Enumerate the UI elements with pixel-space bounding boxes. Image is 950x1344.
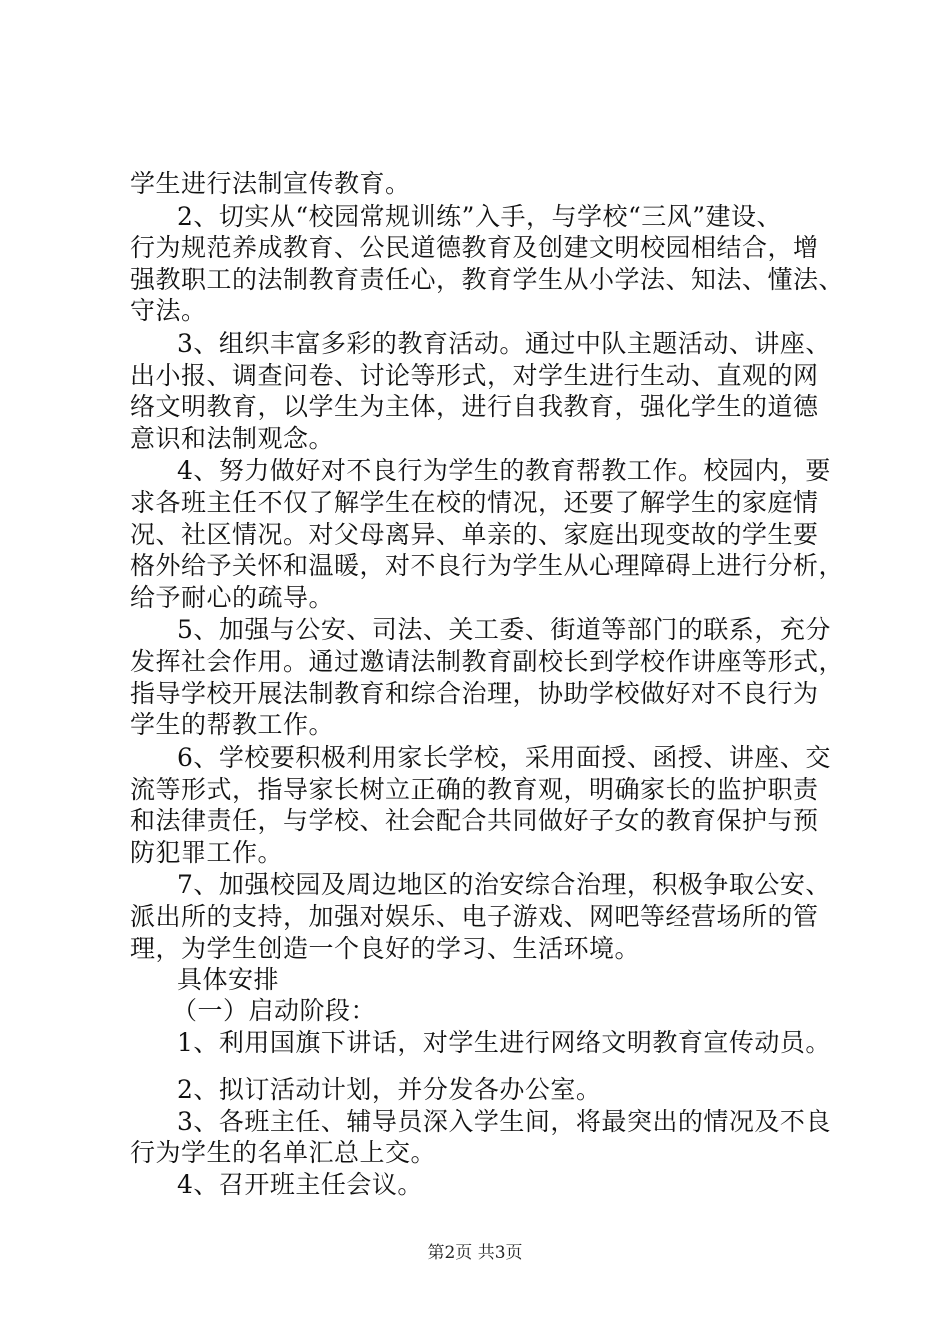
text-line: 格外给予关怀和温暖，对不良行为学生从心理障碍上进行分析， (130, 551, 845, 580)
text-line: 流等形式，指导家长树立正确的教育观，明确家长的监护职责 (130, 775, 819, 804)
text-line: 派出所的支持，加强对娱乐、电子游戏、网吧等经营场所的管 (130, 902, 819, 931)
text-line: 学生进行法制宣传教育。 (130, 169, 411, 198)
text-line: 行为学生的名单汇总上交。 (130, 1138, 437, 1167)
text-line: 7、加强校园及周边地区的治安综合治理，积极争取公安、 (177, 870, 831, 899)
text-line: 求各班主任不仅了解学生在校的情况，还要了解学生的家庭情 (130, 488, 819, 517)
text-line: 意识和法制观念。 (130, 424, 335, 453)
text-line: 给予耐心的疏导。 (130, 583, 335, 612)
page-number-footer: 第2页 共3页 (427, 1243, 523, 1263)
text-line: 守法。 (130, 296, 207, 325)
subsection-heading: （一）启动阶段： (172, 996, 377, 1025)
text-line: 强教职工的法制教育责任心，教育学生从小学法、知法、懂法、 (130, 265, 845, 294)
text-line: 3、组织丰富多彩的教育活动。通过中队主题活动、讲座、 (177, 329, 831, 358)
text-line: 出小报、调查问卷、讨论等形式，对学生进行生动、直观的网 (130, 361, 819, 390)
text-line: 4、召开班主任会议。 (177, 1170, 423, 1199)
text-line: 防犯罪工作。 (130, 838, 284, 867)
text-line: 行为规范养成教育、公民道德教育及创建文明校园相结合，增 (130, 233, 819, 262)
text-line: 学生的帮教工作。 (130, 710, 335, 739)
section-heading: 具体安排 (177, 965, 280, 994)
text-line: 发挥社会作用。通过邀请法制教育副校长到学校作讲座等形式， (130, 647, 845, 676)
text-line: 况、社区情况。对父母离异、单亲的、家庭出现变故的学生要 (130, 520, 819, 549)
text-line: 2、切实从“校园常规训练”入手，与学校“三风”建设、 (177, 202, 783, 231)
text-line: 和法律责任，与学校、社会配合共同做好子女的教育保护与预 (130, 806, 819, 835)
text-line: 4、努力做好对不良行为学生的教育帮教工作。校园内，要 (177, 456, 831, 485)
text-line: 1、利用国旗下讲话，对学生进行网络文明教育宣传动员。 (177, 1028, 831, 1057)
text-line: 指导学校开展法制教育和综合治理，协助学校做好对不良行为 (130, 679, 819, 708)
text-line: 络文明教育，以学生为主体，进行自我教育，强化学生的道德 (130, 392, 819, 421)
text-line: 5、加强与公安、司法、关工委、街道等部门的联系，充分 (177, 615, 831, 644)
text-line: 理，为学生创造一个良好的学习、生活环境。 (130, 934, 641, 963)
text-line: 3、各班主任、辅导员深入学生间，将最突出的情况及不良 (177, 1107, 831, 1136)
text-line: 6、学校要积极利用家长学校，采用面授、函授、讲座、交 (177, 743, 831, 772)
text-line: 2、拟订活动计划，并分发各办公室。 (177, 1075, 602, 1104)
